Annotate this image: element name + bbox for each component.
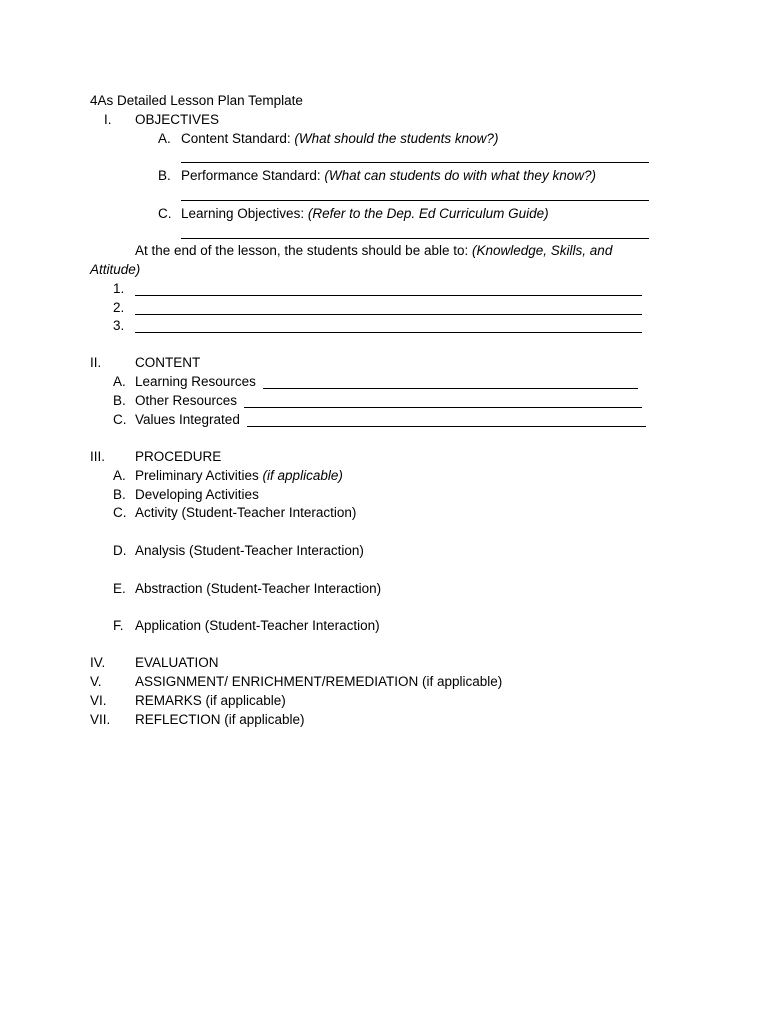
- answer-line: [181, 200, 649, 201]
- section-heading-procedure: PROCEDURE: [135, 449, 222, 464]
- list-marker: B.: [113, 487, 126, 502]
- list-marker: D.: [113, 543, 127, 558]
- answer-line: [247, 426, 646, 427]
- item-hint: (What should the students know?): [294, 131, 499, 146]
- content-standard-item: [181, 131, 498, 147]
- section-heading-evaluation: EVALUATION: [135, 655, 219, 670]
- section-numeral: IV.: [90, 655, 106, 670]
- section-heading-remarks: REMARKS (if applicable): [135, 693, 286, 708]
- list-marker: C.: [113, 505, 127, 520]
- section-numeral: V.: [90, 674, 102, 689]
- item-hint: (if applicable): [262, 468, 343, 483]
- section-numeral: VII.: [90, 712, 111, 727]
- list-marker: C.: [113, 412, 127, 427]
- item-label: Performance Standard:: [181, 168, 325, 183]
- section-numeral: II.: [90, 355, 102, 370]
- performance-standard-item: [181, 168, 596, 184]
- analysis-item: Analysis (Student-Teacher Interaction): [135, 543, 364, 558]
- preliminary-activities-item: [135, 468, 343, 484]
- answer-line: [181, 238, 649, 239]
- answer-line: [263, 388, 638, 389]
- answer-line: [181, 162, 649, 163]
- section-numeral: VI.: [90, 693, 107, 708]
- intro-hint: (Knowledge, Skills, and: [472, 243, 613, 258]
- numbered-marker: 2.: [113, 300, 125, 315]
- answer-line: [135, 332, 642, 333]
- section-numeral: III.: [90, 449, 106, 464]
- section-heading-assignment: ASSIGNMENT/ ENRICHMENT/REMEDIATION (if applicable): [135, 674, 503, 689]
- answer-line: [135, 314, 642, 315]
- item-label: Preliminary Activities: [135, 468, 263, 483]
- other-resources-label: Other Resources: [135, 393, 238, 408]
- activity-item: Activity (Student-Teacher Interaction): [135, 505, 357, 520]
- developing-activities-item: Developing Activities: [135, 487, 259, 502]
- item-label: Learning Objectives:: [181, 206, 308, 221]
- list-marker: A.: [158, 131, 171, 146]
- application-item: Application (Student-Teacher Interaction): [135, 618, 380, 633]
- section-heading-content: CONTENT: [135, 355, 201, 370]
- list-marker: A.: [113, 468, 126, 483]
- list-marker: E.: [113, 581, 126, 596]
- document-title: 4As Detailed Lesson Plan Template: [90, 93, 303, 108]
- abstraction-item: Abstraction (Student-Teacher Interaction): [135, 581, 382, 596]
- intro-hint-continued: Attitude): [90, 262, 141, 277]
- learning-resources-label: Learning Resources: [135, 374, 256, 389]
- objectives-intro: [135, 243, 612, 259]
- intro-text: At the end of the lesson, the students should be able to:: [135, 243, 472, 258]
- list-marker: A.: [113, 374, 126, 389]
- answer-line: [244, 407, 642, 408]
- item-label: Content Standard:: [181, 131, 295, 146]
- section-numeral: I.: [104, 112, 112, 127]
- list-marker: B.: [158, 168, 171, 183]
- section-heading-objectives: OBJECTIVES: [135, 112, 220, 127]
- list-marker: C.: [158, 206, 172, 221]
- list-marker: B.: [113, 393, 126, 408]
- list-marker: F.: [113, 618, 124, 633]
- numbered-marker: 1.: [113, 281, 125, 296]
- item-hint: (Refer to the Dep. Ed Curriculum Guide): [307, 206, 549, 221]
- item-hint: (What can students do with what they know?): [324, 168, 596, 183]
- answer-line: [135, 295, 642, 296]
- learning-objectives-item: [181, 206, 549, 222]
- numbered-marker: 3.: [113, 318, 125, 333]
- values-integrated-label: Values Integrated: [135, 412, 240, 427]
- section-heading-reflection: REFLECTION (if applicable): [135, 712, 305, 727]
